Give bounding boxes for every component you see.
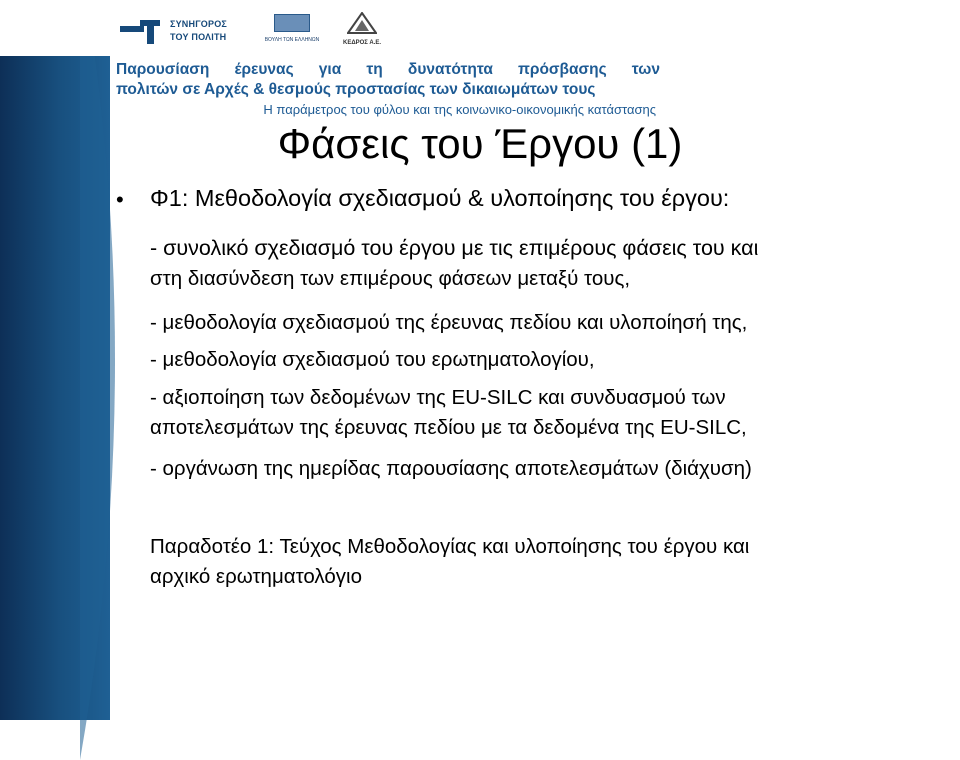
synigoros-mark-icon [120, 18, 162, 44]
phase-heading: Φ1: Μεθοδολογία σχεδιασμού & υλοποίησης του έργου: [150, 185, 730, 211]
synigoros-logo [120, 12, 240, 52]
kedros-name: ΚΕΔΡΟΣ Α.Ε. [342, 40, 382, 46]
banner-line-1: Παρουσίαση έρευνας για τη δυνατότητα πρόσβασης των [116, 61, 660, 78]
list-item: - μεθοδολογία σχεδιασμού της έρευνας πεδίου και υλοποίησή της, [150, 311, 748, 334]
list-item: αποτελεσμάτων της έρευνας πεδίου με τα δεδομένα της EU-SILC, [150, 416, 747, 439]
kedros-logo [338, 12, 386, 52]
kedros-triangle-icon [347, 12, 377, 34]
deliverable-line-2: αρχικό ερωτηματολόγιο [150, 565, 362, 588]
slide-title: Φάσεις του Έργου (1) [277, 120, 683, 167]
vouli-logo [262, 14, 322, 50]
banner-line-3: Η παράμετρος του φύλου και της κοινωνικο-οικονομικής κατάστασης [263, 102, 656, 117]
list-item: - μεθοδολογία σχεδιασμού του ερωτηματολογίου, [150, 348, 595, 371]
list-item: - συνολικό σχεδιασμό του έργου με τις επιμέρους φάσεις του και [150, 236, 759, 260]
list-item: - αξιοποίηση των δεδομένων της EU-SILC και συνδυασμού των [150, 386, 726, 409]
list-item: - οργάνωση της ημερίδας παρουσίασης αποτελεσμάτων (διάχυση) [150, 457, 752, 480]
list-item: στη διασύνδεση των επιμέρους φάσεων μεταξύ τους, [150, 267, 631, 290]
synigoros-name-line1: ΣΥΝΗΓΟΡΟΣ [170, 19, 228, 29]
synigoros-name-line2: ΤΟΥ ΠΟΛΙΤΗ [170, 32, 227, 42]
parliament-emblem-icon [274, 14, 310, 32]
vouli-name: ΒΟΥΛΗ ΤΩΝ ΕΛΛΗΝΩΝ [264, 37, 320, 43]
deliverable-line-1: Παραδοτέο 1: Τεύχος Μεθοδολογίας και υλοποίησης του έργου και [150, 535, 750, 558]
banner-line-2: πολιτών σε Αρχές & θεσμούς προστασίας των δικαιωμάτων τους [116, 81, 596, 98]
bullet-icon: • [116, 187, 124, 212]
